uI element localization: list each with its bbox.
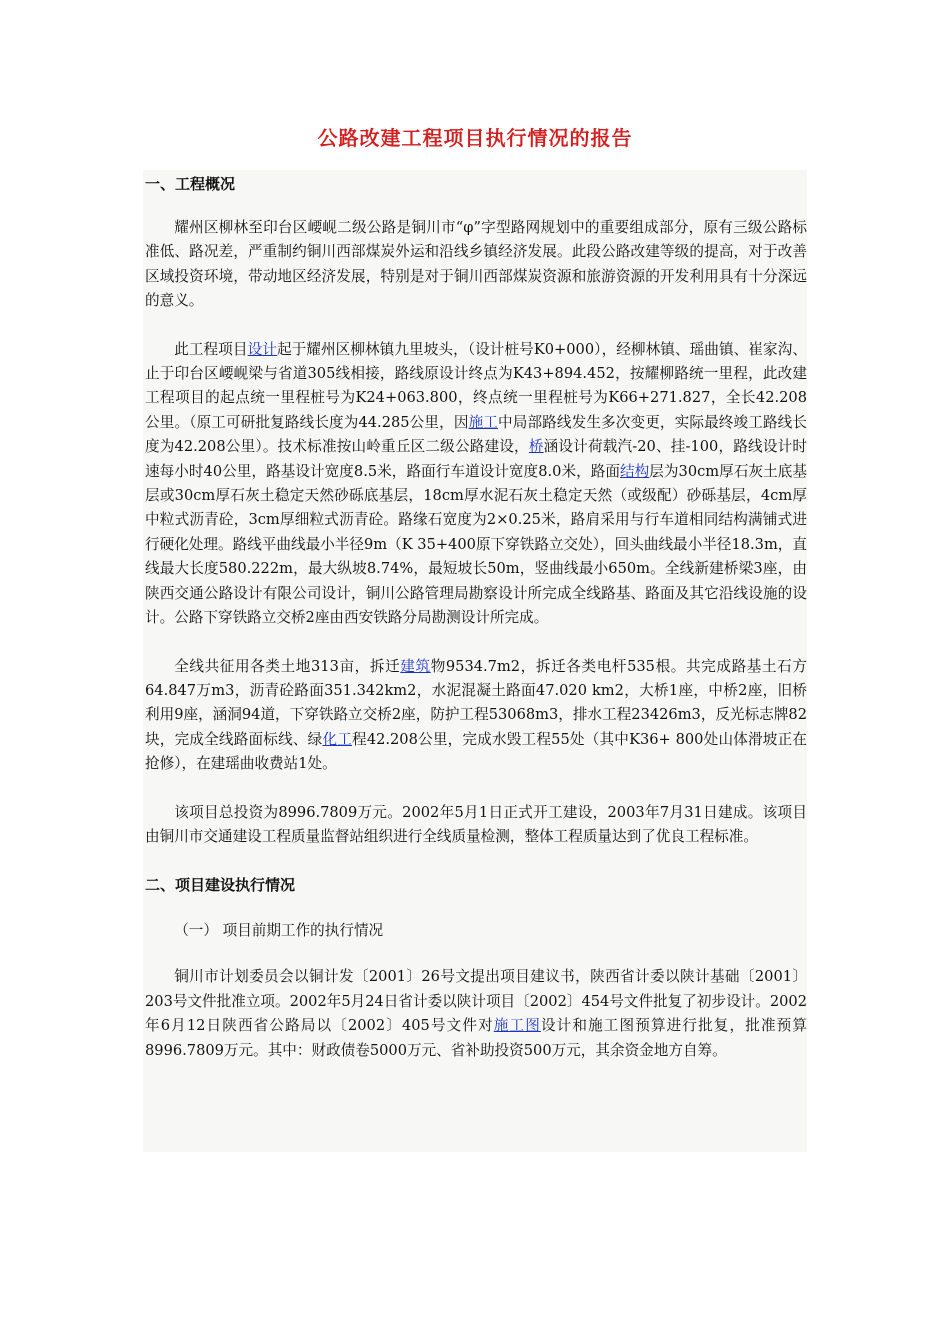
text-run: 铜川市计划委员会以铜计发〔2001〕26号文提出项目建议书，陕西省计委以陕计基础〔2001〕203号文件批准立项。2002年5月24日省计委以陕计项目〔2002〕454号文件批复了初步设计。2002年6月12日陕西省公路局以〔2002〕405号文件对 <box>145 968 807 1035</box>
subsection-heading-preliminary: （一） 项目前期工作的执行情况 <box>174 922 384 940</box>
document-title: 公路改建工程项目执行情况的报告 <box>317 126 633 150</box>
link-bridge[interactable]: 桥 <box>528 438 544 456</box>
link-chemical[interactable]: 化工 <box>322 730 353 748</box>
paragraph-land-works <box>145 655 807 777</box>
section-heading-overview: 一、工程概况 <box>145 175 236 193</box>
paragraph-investment: 该项目总投资为8996.7809万元。2002年5月1日正式开工建设，2003年7月31日建成。该项目由铜川市交通建设工程质量监督站组织进行全线质量检测，整体工程质量达到了优良工程标准。 <box>145 803 807 845</box>
link-design[interactable]: 设计 <box>247 340 277 358</box>
paragraph-approvals <box>145 965 807 1063</box>
link-building[interactable]: 建筑 <box>400 657 431 675</box>
text-run: 层为30cm厚石灰土底基层或30cm厚石灰土稳定天然砂砾底基层，18cm厚水泥石灰土稳定天然（或级配）砂砾基层，4cm厚中粒式沥青砼，3cm厚细粒式沥青砼。路缘石宽度为2×0.25米，路肩采用与行车道相同结构满铺式进行硬化处理。路线平曲线最小半径9m（K 35+400原下穿铁路立交处），回头曲线最小半径18.3m，直线最大长度580.222m，最大纵坡8.74%，最短坡长50m，竖曲线最小650m。全线新建桥梁3座，由陕西交通公路设计有限公司设计，铜川公路管理局勘察设计所完成全线路基、路面及其它沿线设施的设计。公路下穿铁路立交桥2座由西安铁路分局勘测设计所完成。 <box>145 462 807 627</box>
text-run: 全线共征用各类土地313亩，拆迁 <box>174 657 401 675</box>
section-heading-execution: 二、项目建设执行情况 <box>145 876 296 895</box>
text-run: 设计和施工图预算进行批复，批准预算8996.7809万元。其中：财政债卷5000万元、省补助投资500万元，其余资金地方自筹。 <box>145 1017 807 1059</box>
paragraph-project-route <box>145 338 807 631</box>
text-run: 此工程项目 <box>174 340 248 358</box>
text-run: 物9534.7m2，拆迁各类电杆535根。共完成路基土石方64.847万m3，沥青砼路面351.342km2，水泥混凝土路面47.020 km2，大桥1座，中桥2座，旧桥利用9座，涵洞94道，下穿铁路立交桥2座，防护工程53068m3，排水工程23426m3，反光标志牌82块，完成全线路面标线、绿 <box>145 657 807 748</box>
text-run: 涵设计荷载汽-20、挂-100，路线设计时速每小时40公里，路基设计宽度8.5米，路面行车道设计宽度8.0米，路面 <box>145 438 807 480</box>
text-run: 起于耀州区柳林镇九里坡头，（设计桩号K0+000），经柳林镇、瑶曲镇、崔家沟、止于印台区崾岘梁与省道305线相接，路线原设计终点为K43+894.452，按耀柳路统一里程，此改建工程项目的起点统一里程桩号为K24+063.800，终点统一里程桩号为K66+271.827，全长42.208公里。（原工可研批复路线长度为44.285公里，因 <box>145 340 807 431</box>
paragraph-overview-intro: 耀州区柳林至印台区崾岘二级公路是铜川市“φ”字型路网规划中的重要组成部分，原有三级公路标准低、路况差，严重制约铜川西部煤炭外运和沿线乡镇经济发展。此段公路改建等级的提高，对于改善区域投资环境，带动地区经济发展，特别是对于铜川西部煤炭资源和旅游资源的开发利用具有十分深远的意义。 <box>145 219 807 310</box>
text-run: 程42.208公里，完成水毁工程55处（其中K36+ 800处山体滑坡正在抢修），在建瑶曲收费站1处。 <box>145 730 807 773</box>
link-structure[interactable]: 结构 <box>620 462 650 480</box>
text-run: 中局部路线发生多次变更，实际最终竣工路线长度为42.208公里）。技术标准按山岭重丘区二级公路建设， <box>145 413 807 456</box>
link-construction[interactable]: 施工 <box>468 413 499 431</box>
document-body <box>145 170 807 1063</box>
link-construction-drawing[interactable]: 施工图 <box>493 1017 541 1035</box>
